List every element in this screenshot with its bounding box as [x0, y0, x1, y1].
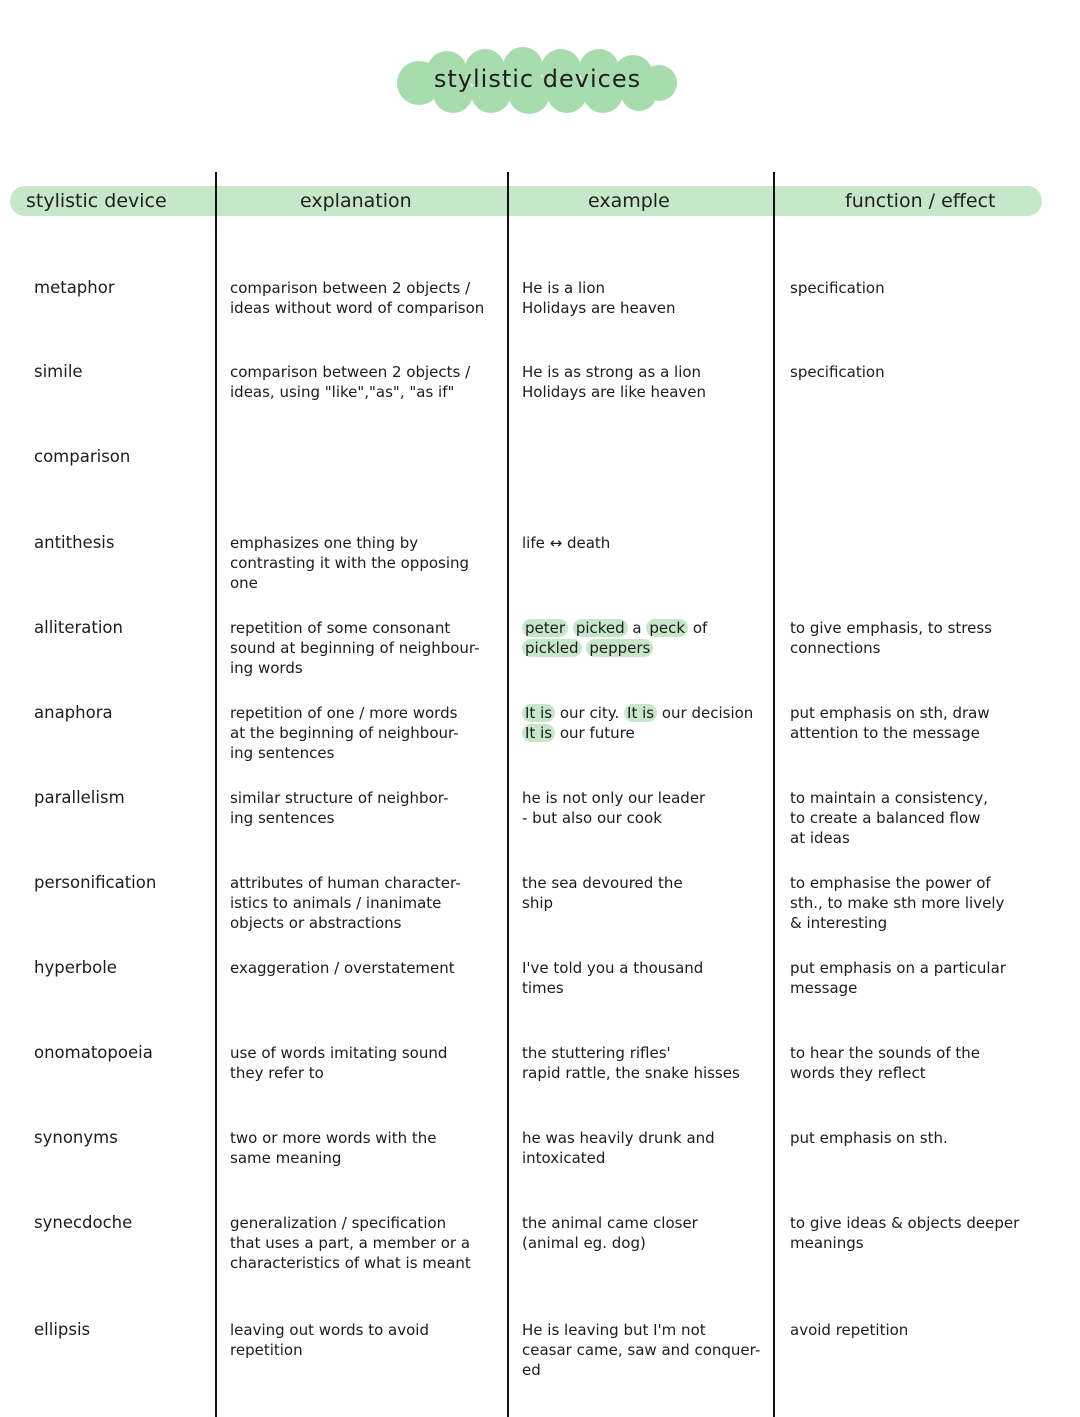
explanation-line: ideas without word of comparison: [230, 299, 485, 317]
device-line: onomatopoeia: [34, 1043, 153, 1062]
cell-example: [522, 362, 771, 402]
device-line: antithesis: [34, 533, 115, 552]
explanation-line: characteristics of what is meant: [230, 1254, 471, 1272]
cell-explanation: [230, 362, 502, 402]
cell-function: [790, 1320, 1048, 1340]
example-line: pickled peppers: [522, 638, 771, 658]
cell-device: [34, 362, 209, 382]
cell-device: [34, 1213, 209, 1233]
cell-device: [34, 788, 209, 808]
explanation-line: attributes of human character-: [230, 874, 461, 892]
function-line: sth., to make sth more lively: [790, 894, 1005, 912]
explanation-line: they refer to: [230, 1064, 324, 1082]
column-header-device: stylistic device: [26, 190, 167, 212]
cell-function: [790, 958, 1048, 998]
explanation-line: emphasizes one thing by: [230, 534, 419, 552]
cell-example: [522, 533, 771, 553]
device-line: ellipsis: [34, 1320, 91, 1339]
column-divider: [215, 172, 217, 1417]
function-line: meanings: [790, 1234, 864, 1252]
explanation-line: one: [230, 574, 258, 592]
cell-example: [522, 703, 771, 743]
cell-device: [34, 618, 209, 638]
explanation-line: leaving out words to avoid: [230, 1321, 429, 1339]
device-line: synecdoche: [34, 1213, 133, 1232]
example-line: It is our future: [522, 723, 771, 743]
device-line: simile: [34, 362, 83, 381]
explanation-line: repetition of some consonant: [230, 619, 451, 637]
cell-function: [790, 1213, 1048, 1253]
cell-example: [522, 1320, 771, 1380]
title-highlight: [395, 45, 680, 117]
device-line: comparison: [34, 447, 131, 466]
cell-function: [790, 618, 1048, 658]
example-line: (animal eg. dog): [522, 1234, 646, 1252]
example-line: Holidays are heaven: [522, 299, 676, 317]
explanation-line: similar structure of neighbor-: [230, 789, 449, 807]
example-line: - but also our cook: [522, 809, 662, 827]
explanation-line: ing sentences: [230, 809, 335, 827]
example-line: He is leaving but I'm not: [522, 1321, 706, 1339]
explanation-line: same meaning: [230, 1149, 342, 1167]
example-line: He is as strong as a lion: [522, 363, 702, 381]
column-header-example: example: [588, 190, 670, 212]
function-line: put emphasis on a particular: [790, 959, 1006, 977]
cell-device: [34, 278, 209, 298]
explanation-line: ing words: [230, 659, 303, 677]
example-line: rapid rattle, the snake hisses: [522, 1064, 740, 1082]
explanation-line: at the beginning of neighbour-: [230, 724, 459, 742]
cell-explanation: [230, 1128, 502, 1168]
cell-example: [522, 1213, 771, 1253]
cell-device: [34, 533, 209, 553]
explanation-line: that uses a part, a member or a: [230, 1234, 471, 1252]
function-line: to emphasise the power of: [790, 874, 991, 892]
cell-explanation: [230, 618, 502, 678]
cell-example: [522, 618, 771, 658]
explanation-line: comparison between 2 objects /: [230, 279, 471, 297]
example-line: Holidays are like heaven: [522, 383, 707, 401]
cell-explanation: [230, 1320, 502, 1360]
column-divider: [773, 172, 775, 1417]
cell-device: [34, 958, 209, 978]
function-line: specification: [790, 363, 885, 381]
column-divider: [507, 172, 509, 1417]
cell-explanation: [230, 278, 502, 318]
device-line: personification: [34, 873, 157, 892]
explanation-line: objects or abstractions: [230, 914, 402, 932]
function-line: specification: [790, 279, 885, 297]
cell-device: [34, 703, 209, 723]
example-line: ceasar came, saw and conquer-ed: [522, 1341, 761, 1379]
explanation-line: ideas, using "like","as", "as if": [230, 383, 455, 401]
example-line: peter picked a peck of: [522, 618, 771, 638]
explanation-line: comparison between 2 objects /: [230, 363, 471, 381]
cell-example: [522, 873, 771, 913]
function-line: to create a balanced flow: [790, 809, 981, 827]
page-title: stylistic devices: [433, 65, 642, 93]
cell-function: [790, 1128, 1048, 1148]
example-line: I've told you a thousand: [522, 959, 704, 977]
explanation-line: generalization / specification: [230, 1214, 447, 1232]
example-line: he was heavily drunk and: [522, 1129, 715, 1147]
cell-explanation: [230, 1043, 502, 1083]
example-line: He is a lion: [522, 279, 606, 297]
function-line: at ideas: [790, 829, 850, 847]
device-line: synonyms: [34, 1128, 118, 1147]
device-line: anaphora: [34, 703, 113, 722]
device-line: parallelism: [34, 788, 125, 807]
cell-device: [34, 1128, 209, 1148]
function-line: to give emphasis, to stress: [790, 619, 993, 637]
function-line: words they reflect: [790, 1064, 926, 1082]
explanation-line: sound at beginning of neighbour-: [230, 639, 480, 657]
example-line: It is our city. It is our decision: [522, 703, 771, 723]
function-line: put emphasis on sth.: [790, 1129, 948, 1147]
cell-explanation: [230, 533, 502, 593]
cell-explanation: [230, 958, 502, 978]
cell-explanation: [230, 1213, 502, 1273]
device-line: hyperbole: [34, 958, 117, 977]
function-line: & interesting: [790, 914, 888, 932]
cell-example: [522, 958, 771, 998]
cell-function: [790, 788, 1048, 848]
cell-device: [34, 873, 209, 893]
explanation-line: contrasting it with the opposing: [230, 554, 470, 572]
cell-explanation: [230, 788, 502, 828]
column-header-function: function / effect: [845, 190, 996, 212]
cell-explanation: [230, 873, 502, 933]
example-line: the stuttering rifles': [522, 1044, 671, 1062]
cell-example: [522, 278, 771, 318]
explanation-line: repetition: [230, 1341, 303, 1359]
function-line: connections: [790, 639, 881, 657]
device-line: metaphor: [34, 278, 115, 297]
cell-explanation: [230, 703, 502, 763]
example-line: the sea devoured the: [522, 874, 683, 892]
cell-example: [522, 1043, 771, 1083]
cell-device: [34, 447, 209, 467]
function-line: attention to the message: [790, 724, 980, 742]
function-line: to give ideas & objects deeper: [790, 1214, 1020, 1232]
explanation-line: exaggeration / overstatement: [230, 959, 455, 977]
cell-function: [790, 873, 1048, 933]
cell-device: [34, 1043, 209, 1063]
function-line: put emphasis on sth, draw: [790, 704, 990, 722]
example-line: ship: [522, 894, 554, 912]
cell-function: [790, 362, 1048, 382]
explanation-line: use of words imitating sound: [230, 1044, 448, 1062]
column-header-explanation: explanation: [300, 190, 412, 212]
example-line: life ↔ death: [522, 534, 611, 552]
example-line: times: [522, 979, 564, 997]
function-line: to hear the sounds of the: [790, 1044, 981, 1062]
cell-function: [790, 278, 1048, 298]
cell-device: [34, 1320, 209, 1340]
example-line: he is not only our leader: [522, 789, 706, 807]
cell-example: [522, 788, 771, 828]
cell-function: [790, 1043, 1048, 1083]
cell-function: [790, 703, 1048, 743]
function-line: avoid repetition: [790, 1321, 909, 1339]
example-line: the animal came closer: [522, 1214, 698, 1232]
example-line: intoxicated: [522, 1149, 606, 1167]
explanation-line: ing sentences: [230, 744, 335, 762]
explanation-line: two or more words with the: [230, 1129, 437, 1147]
explanation-line: repetition of one / more words: [230, 704, 458, 722]
device-line: alliteration: [34, 618, 123, 637]
function-line: to maintain a consistency,: [790, 789, 989, 807]
function-line: message: [790, 979, 858, 997]
cell-example: [522, 1128, 771, 1168]
explanation-line: istics to animals / inanimate: [230, 894, 442, 912]
